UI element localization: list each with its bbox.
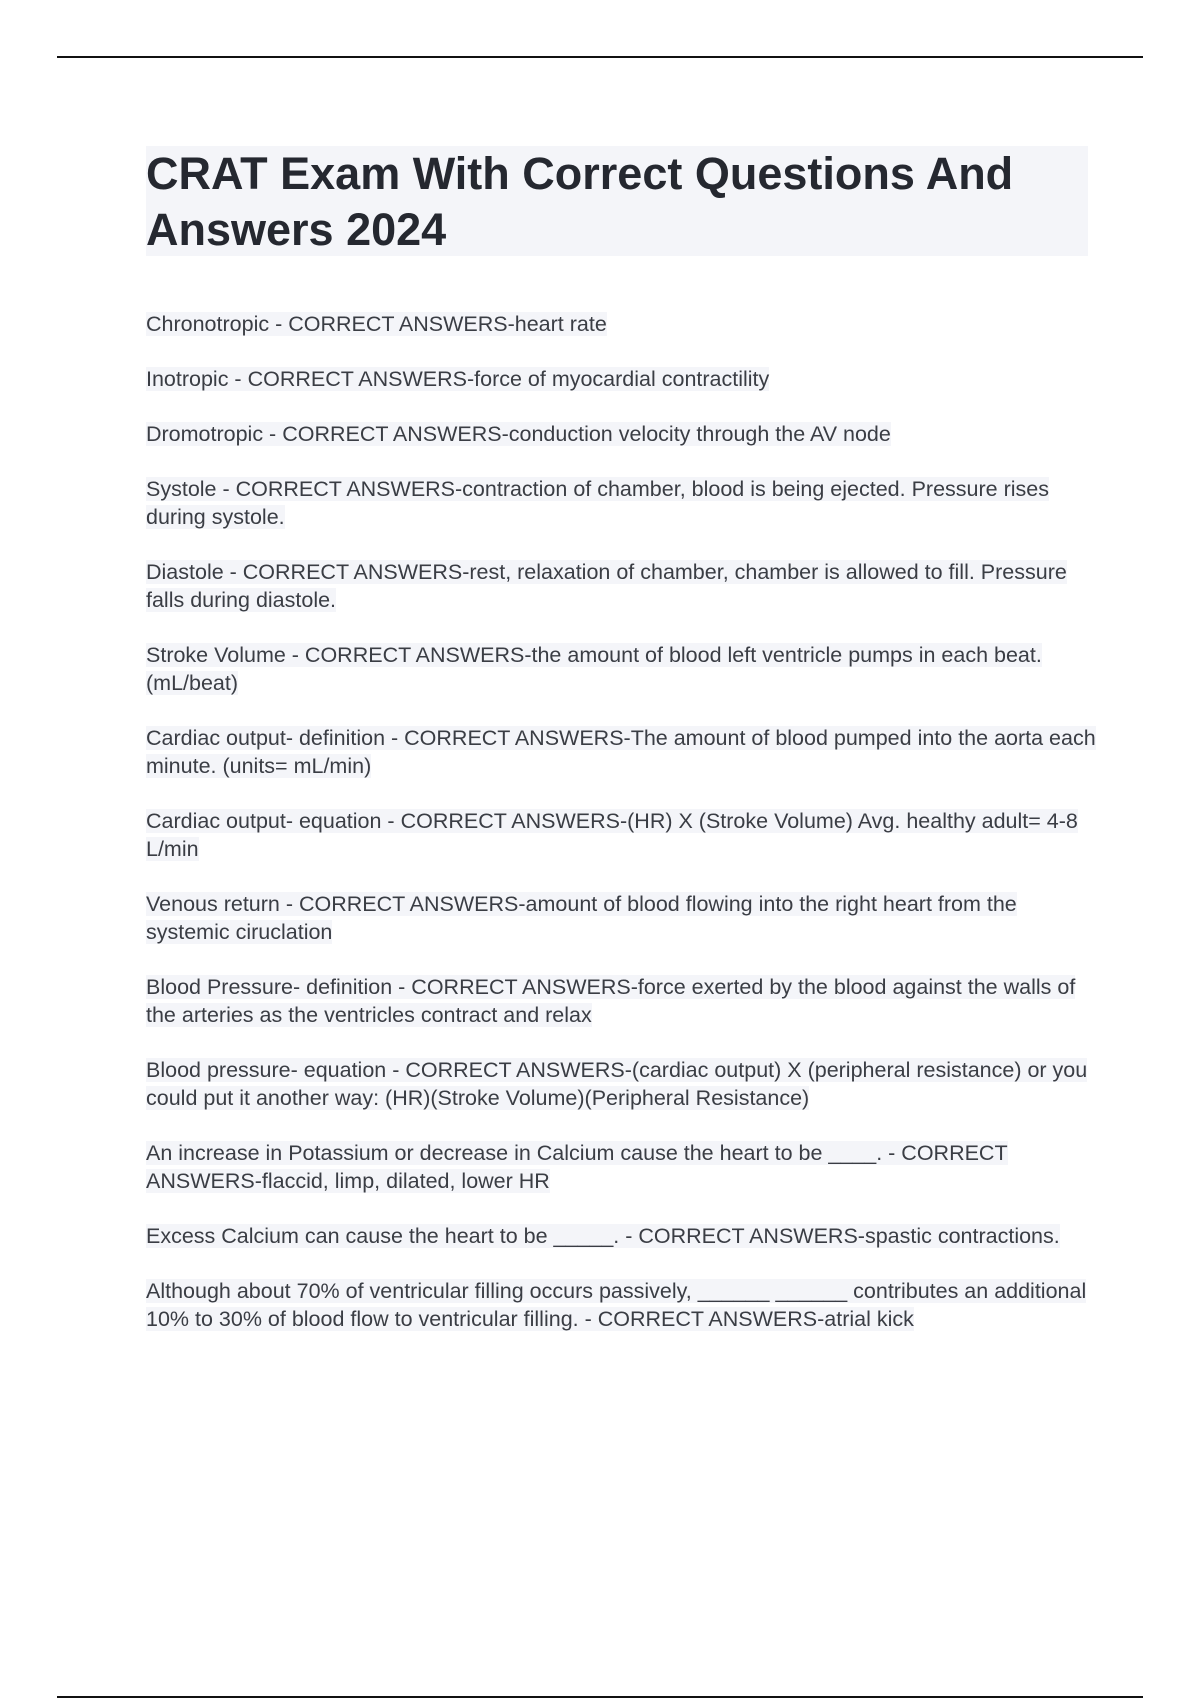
qa-entry-text: An increase in Potassium or decrease in Calcium cause the heart to be ____. - CORRECT ANSWERS-flaccid, limp, dilated, lower HR (146, 1141, 1008, 1193)
qa-entry-text: Chronotropic - CORRECT ANSWERS-heart rate (146, 312, 607, 336)
qa-entry-text: Diastole - CORRECT ANSWERS-rest, relaxation of chamber, chamber is allowed to fill. Pressure falls during diastole. (146, 560, 1067, 612)
qa-entry-text: Excess Calcium can cause the heart to be _____. - CORRECT ANSWERS-spastic contractions. (146, 1224, 1060, 1248)
qa-entry-text: Systole - CORRECT ANSWERS-contraction of chamber, blood is being ejected. Pressure rises during systole. (146, 477, 1049, 529)
top-rule (57, 56, 1143, 58)
qa-entry-2 (146, 365, 1096, 393)
qa-entry-6 (146, 641, 1096, 697)
qa-entry-text: Inotropic - CORRECT ANSWERS-force of myocardial contractility (146, 367, 770, 391)
qa-entry-text: Blood pressure- equation - CORRECT ANSWERS-(cardiac output) X (peripheral resistance) or you could put it another way: (HR)(Stroke Volume)(Peripheral Resistance) (146, 1058, 1088, 1110)
qa-entry-text: Although about 70% of ventricular filling occurs passively, ______ ______ contributes an additional 10% to 30% of blood flow to ventricular filling. - CORRECT ANSWERS-atrial kick (146, 1279, 1087, 1331)
qa-entry-7 (146, 724, 1096, 780)
document-title: CRAT Exam With Correct Questions And Answers 2024 (146, 148, 1014, 255)
qa-entry-14 (146, 1277, 1096, 1333)
qa-entry-text: Venous return - CORRECT ANSWERS-amount of blood flowing into the right heart from the systemic ciruclation (146, 892, 1017, 944)
qa-entry-text: Blood Pressure- definition - CORRECT ANSWERS-force exerted by the blood against the walls of the arteries as the ventricles contract and relax (146, 975, 1076, 1027)
qa-entry-text: Dromotropic - CORRECT ANSWERS-conduction velocity through the AV node (146, 422, 891, 446)
qa-entry-1 (146, 310, 1096, 338)
qa-entry-13 (146, 1222, 1096, 1250)
qa-entry-9 (146, 890, 1096, 946)
qa-list (146, 310, 1096, 1360)
qa-entry-8 (146, 807, 1096, 863)
qa-entry-5 (146, 558, 1096, 614)
qa-entry-11 (146, 1056, 1096, 1112)
qa-entry-12 (146, 1139, 1096, 1195)
qa-entry-text: Stroke Volume - CORRECT ANSWERS-the amount of blood left ventricle pumps in each beat. (mL/beat) (146, 643, 1042, 695)
bottom-rule (57, 1696, 1143, 1698)
qa-entry-text: Cardiac output- definition - CORRECT ANSWERS-The amount of blood pumped into the aorta each minute. (units= mL/min) (146, 726, 1096, 778)
qa-entry-3 (146, 420, 1096, 448)
qa-entry-4 (146, 475, 1096, 531)
qa-entry-10 (146, 973, 1096, 1029)
qa-entry-text: Cardiac output- equation - CORRECT ANSWERS-(HR) X (Stroke Volume) Avg. healthy adult= 4-8 L/min (146, 809, 1078, 861)
